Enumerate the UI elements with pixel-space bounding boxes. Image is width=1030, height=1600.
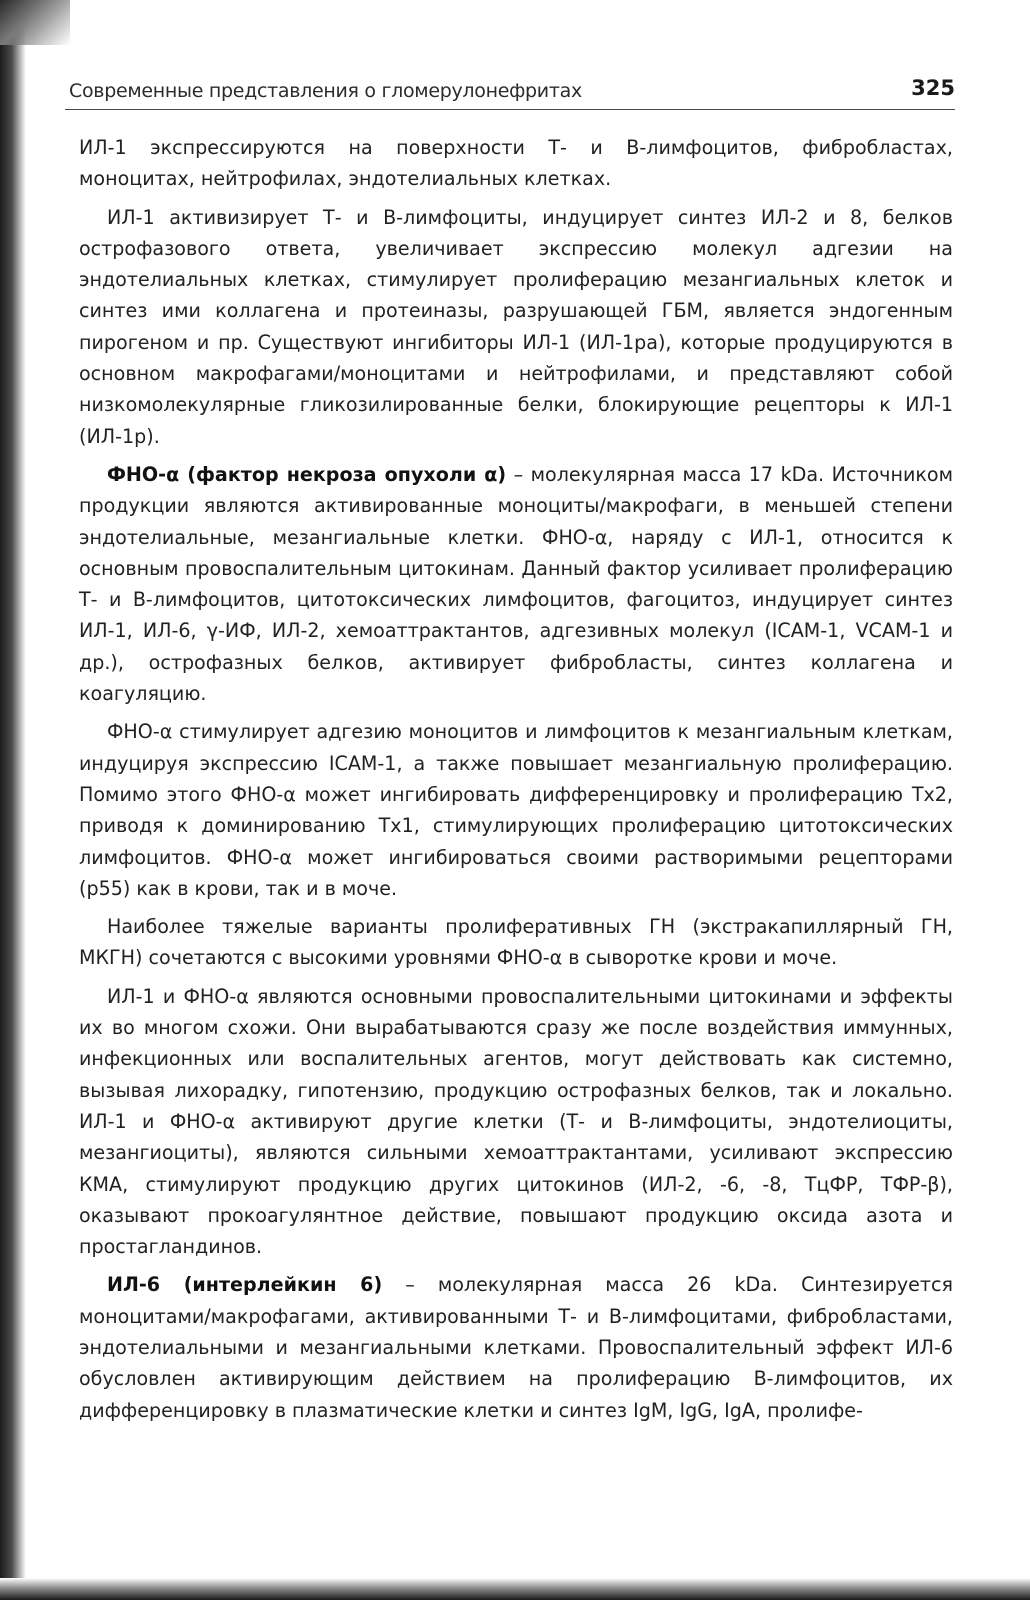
running-header-title: Современные представления о гломерулонефритах [69, 80, 582, 102]
paragraph-text: Наиболее тяжелые варианты пролиферативных ГН (экстракапиллярный ГН, МКГН) сочетаются с высокими уровнями ФНО-α в сыворотке крови и моче. [79, 915, 953, 970]
paragraph [79, 202, 953, 452]
paragraph [79, 716, 953, 904]
paragraph [79, 981, 953, 1263]
paragraph-term: ФНО-α (фактор некроза опухоли α) [107, 462, 507, 486]
running-header [65, 74, 955, 110]
paragraph [79, 911, 953, 974]
page-corner-shadow [0, 0, 70, 45]
paragraph [79, 1269, 953, 1425]
paragraph-term: ИЛ-6 (интерлейкин 6) [107, 1273, 383, 1297]
paragraph-text: – молекулярная масса 26 kDa. Синтезируется моноцитами/макрофагами, активированными Т- и В-лимфоцитами, фибробластами, эндотелиальными и мезангиальными клетками. Провоспалительный эффект ИЛ-6 обусловлен активирующим действием на пролиферацию В-лимфоцитов, их дифференцировку в плазматические клетки и синтез IgM, IgG, IgA, пролифе- [79, 1273, 953, 1422]
paragraph-text: – молекулярная масса 17 kDa. Источником продукции являются активированные моноциты/макрофаги, в меньшей степени эндотелиальные, мезангиальные клетки. ФНО-α, наряду с ИЛ-1, относится к основным провоспалительным цитокинам. Данный фактор усиливает пролиферацию Т- и В-лимфоцитов, цитотоксических лимфоцитов, фагоцитоз, индуцирует синтез ИЛ-1, ИЛ-6, γ-ИФ, ИЛ-2, хемоаттрактантов, адгезивных молекул (ICAM-1, VCAM-1 и др.), острофазных белков, активирует фибробласты, синтез коллагена и коагуляцию. [79, 462, 953, 706]
paragraph-text: ФНО-α стимулирует адгезию моноцитов и лимфоцитов к мезангиальным клеткам, индуцируя экспрессию ICAM-1, а также повышает мезангиальную пролиферацию. Помимо этого ФНО-α может ингибировать дифференцировку и пролиферацию Тх2, приводя к доминированию Тх1, стимулирующих пролиферацию цитотоксических лимфоцитов. ФНО-α может ингибироваться своими растворимыми рецепторами (p55) как в крови, так и в моче. [79, 720, 953, 900]
page-bottom-shadow [0, 1578, 1030, 1600]
paragraph [79, 132, 953, 195]
paragraph [79, 459, 953, 709]
page-number: 325 [911, 76, 955, 100]
body-text [79, 132, 953, 1433]
paragraph-text: ИЛ-1 и ФНО-α являются основными провоспалительными цитокинами и эффекты их во многом схожи. Они вырабатываются сразу же после воздействия иммунных, инфекционных или воспалительных агентов, могут действовать как системно, вызывая лихорадку, гипотензию, продукцию острофазных белков, так и локально. ИЛ-1 и ФНО-α активируют другие клетки (Т- и В-лимфоциты, эндотелиоциты, мезангиоциты), являются сильными хемоаттрактантами, усиливают экспрессию КМА, стимулируют продукцию других цитокинов (ИЛ-2, -6, -8, ТцФР, ТФР-β), оказывают прокоагулянтное действие, повышают продукцию оксида азота и простагландинов. [79, 984, 953, 1259]
header-rule [65, 109, 955, 110]
paragraph-text: ИЛ-1 активизирует Т- и В-лимфоциты, индуцирует синтез ИЛ-2 и 8, белков острофазового ответа, увеличивает экспрессию молекул адгезии на эндотелиальных клетках, стимулирует пролиферацию мезангиальных клеток и синтез ими коллагена и протеиназы, разрушающей ГБМ, является эндогенным пирогеном и пр. Существуют ингибиторы ИЛ-1 (ИЛ-1ра), которые продуцируются в основном макрофагами/моноцитами и нейтрофилами, и представляют собой низкомолекулярные гликозилированные белки, блокирующие рецепторы к ИЛ-1 (ИЛ-1р). [79, 205, 953, 448]
page-edge-shadow [0, 0, 26, 1600]
paragraph-text: ИЛ-1 экспрессируются на поверхности Т- и В-лимфоцитов, фибробластах, моноцитах, нейтрофилах, эндотелиальных клетках. [79, 136, 953, 191]
